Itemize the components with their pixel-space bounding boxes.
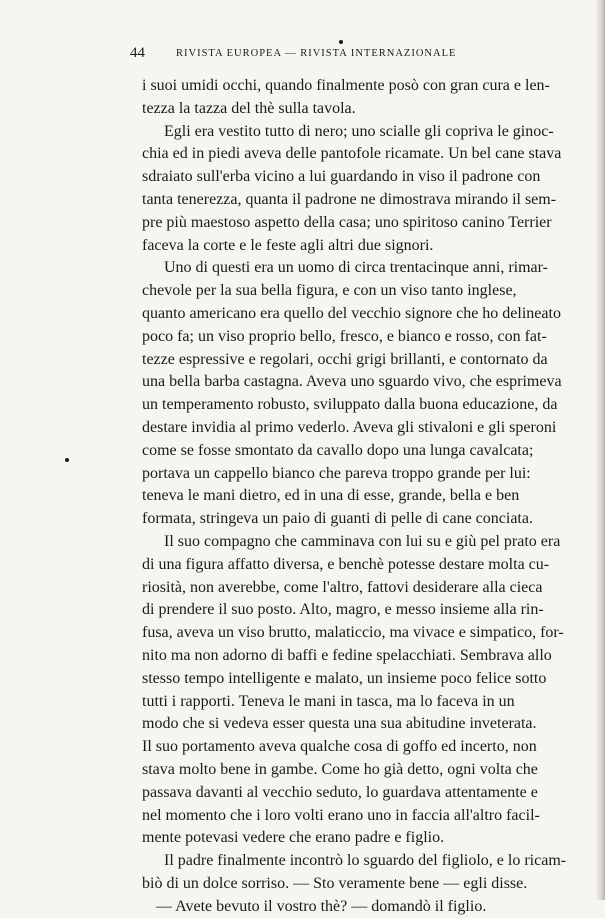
text-line: passava davanti al vecchio seduto, lo guardava attentamente e bbox=[142, 783, 538, 801]
page-number: 44 bbox=[130, 45, 145, 61]
text-line: un temperamento robusto, sviluppato dalla buona educazione, da bbox=[142, 396, 558, 414]
text-line: una bella barba castagna. Aveva uno sguardo vivo, che esprimeva bbox=[142, 373, 562, 391]
text-line: pre più maestoso aspetto della casa; uno spiritoso canino Terrier bbox=[142, 213, 552, 231]
text-line: faceva la corte e le feste agli altri due signori. bbox=[142, 236, 434, 254]
text-line: tutti i rapporti. Teneva le mani in tasca, ma lo faceva in un bbox=[142, 692, 515, 710]
text-line: portava un cappello bianco che pareva troppo grande per lui: bbox=[142, 464, 531, 482]
text-line: fusa, aveva un viso brutto, malaticcio, ma vivace e simpatico, for- bbox=[142, 624, 564, 642]
text-line: stesso tempo intelligente e malato, un insieme poco felice sotto bbox=[142, 669, 547, 687]
text-line: quanto americano era quello del vecchio signore che ho delineato bbox=[142, 304, 561, 322]
text-line: destare invidia al primo vederlo. Aveva gli stivaloni e gli speroni bbox=[142, 418, 557, 436]
text-line: Egli era vestito tutto di nero; uno scialle gli copriva le ginoc- bbox=[164, 122, 554, 140]
running-head: RIVISTA EUROPEA — RIVISTA INTERNAZIONALE bbox=[176, 48, 457, 59]
text-line: biò di un dolce sorriso. — Sto veramente bene — egli disse. bbox=[142, 874, 528, 892]
text-line: — Avete bevuto il vostro thè? — domandò il figlio. bbox=[156, 897, 487, 915]
text-line: i suoi umidi occhi, quando finalmente posò con gran cura e len- bbox=[142, 77, 550, 94]
ink-speck-left bbox=[65, 458, 69, 462]
text-line: Il suo compagno che camminava con lui su e giù pel prato era bbox=[164, 532, 561, 550]
text-line: tezze espressive e regolari, occhi grigi brillanti, e contornato da bbox=[142, 350, 548, 368]
page-header bbox=[130, 45, 520, 65]
text-line: chia ed in piedi aveva delle pantofole ricamate. Un bel cane stava bbox=[142, 145, 562, 163]
text-line: riosità, non averebbe, come l'altro, fattovi desiderare alla cieca bbox=[142, 578, 543, 596]
text-line: mente potevasi vedere che erano padre e figlio. bbox=[142, 829, 445, 847]
text-line: di una figura affatto diversa, e benchè potesse destare molta cu- bbox=[142, 555, 550, 573]
text-line: tezza la tazza del thè sulla tavola. bbox=[142, 99, 356, 117]
text-line: tanta tenerezza, quanta il padrone ne dimostrava mirando il sem- bbox=[142, 190, 557, 208]
text-line: Il suo portamento aveva qualche cosa di goffo ed incerto, non bbox=[142, 738, 537, 756]
text-line: di prendere il suo posto. Alto, magro, e messo insieme alla rin- bbox=[142, 601, 544, 619]
text-line: modo che si vedeva esser questa una sua abitudine inveterata. bbox=[142, 715, 537, 733]
ink-speck-top bbox=[339, 40, 343, 44]
page-edge-shadow bbox=[595, 0, 605, 900]
text-line: teneva le mani dietro, ed in una di esse, grande, bella e ben bbox=[142, 487, 520, 505]
text-line: Il padre finalmente incontrò lo sguardo del figliolo, e lo ricam- bbox=[164, 852, 567, 870]
body-text bbox=[142, 75, 567, 918]
text-line: chevole per la sua bella figura, e con un viso tanto inglese, bbox=[142, 282, 517, 300]
text-line: poco fa; un viso proprio bello, fresco, e bianco e rosso, con fat- bbox=[142, 327, 547, 345]
text-line: sdraiato sull'erba vicino a lui guardando in viso il padrone con bbox=[142, 168, 541, 186]
text-line: Uno di questi era un uomo di circa trentacinque anni, rimar- bbox=[164, 259, 548, 277]
text-line: stava molto bene in gambe. Come ho già detto, ogni volta che bbox=[142, 760, 538, 778]
text-line: nel momento che i loro volti erano uno in faccia all'altro facil- bbox=[142, 806, 540, 824]
text-line: come se fosse smontato da cavallo dopo una lunga cavalcata; bbox=[142, 441, 534, 459]
text-line: formata, stringeva un paio di guanti di pelle di cane conciata. bbox=[142, 510, 533, 528]
text-line: nito ma non adorno di baffi e fedine spelacchiati. Sembrava allo bbox=[142, 646, 552, 664]
